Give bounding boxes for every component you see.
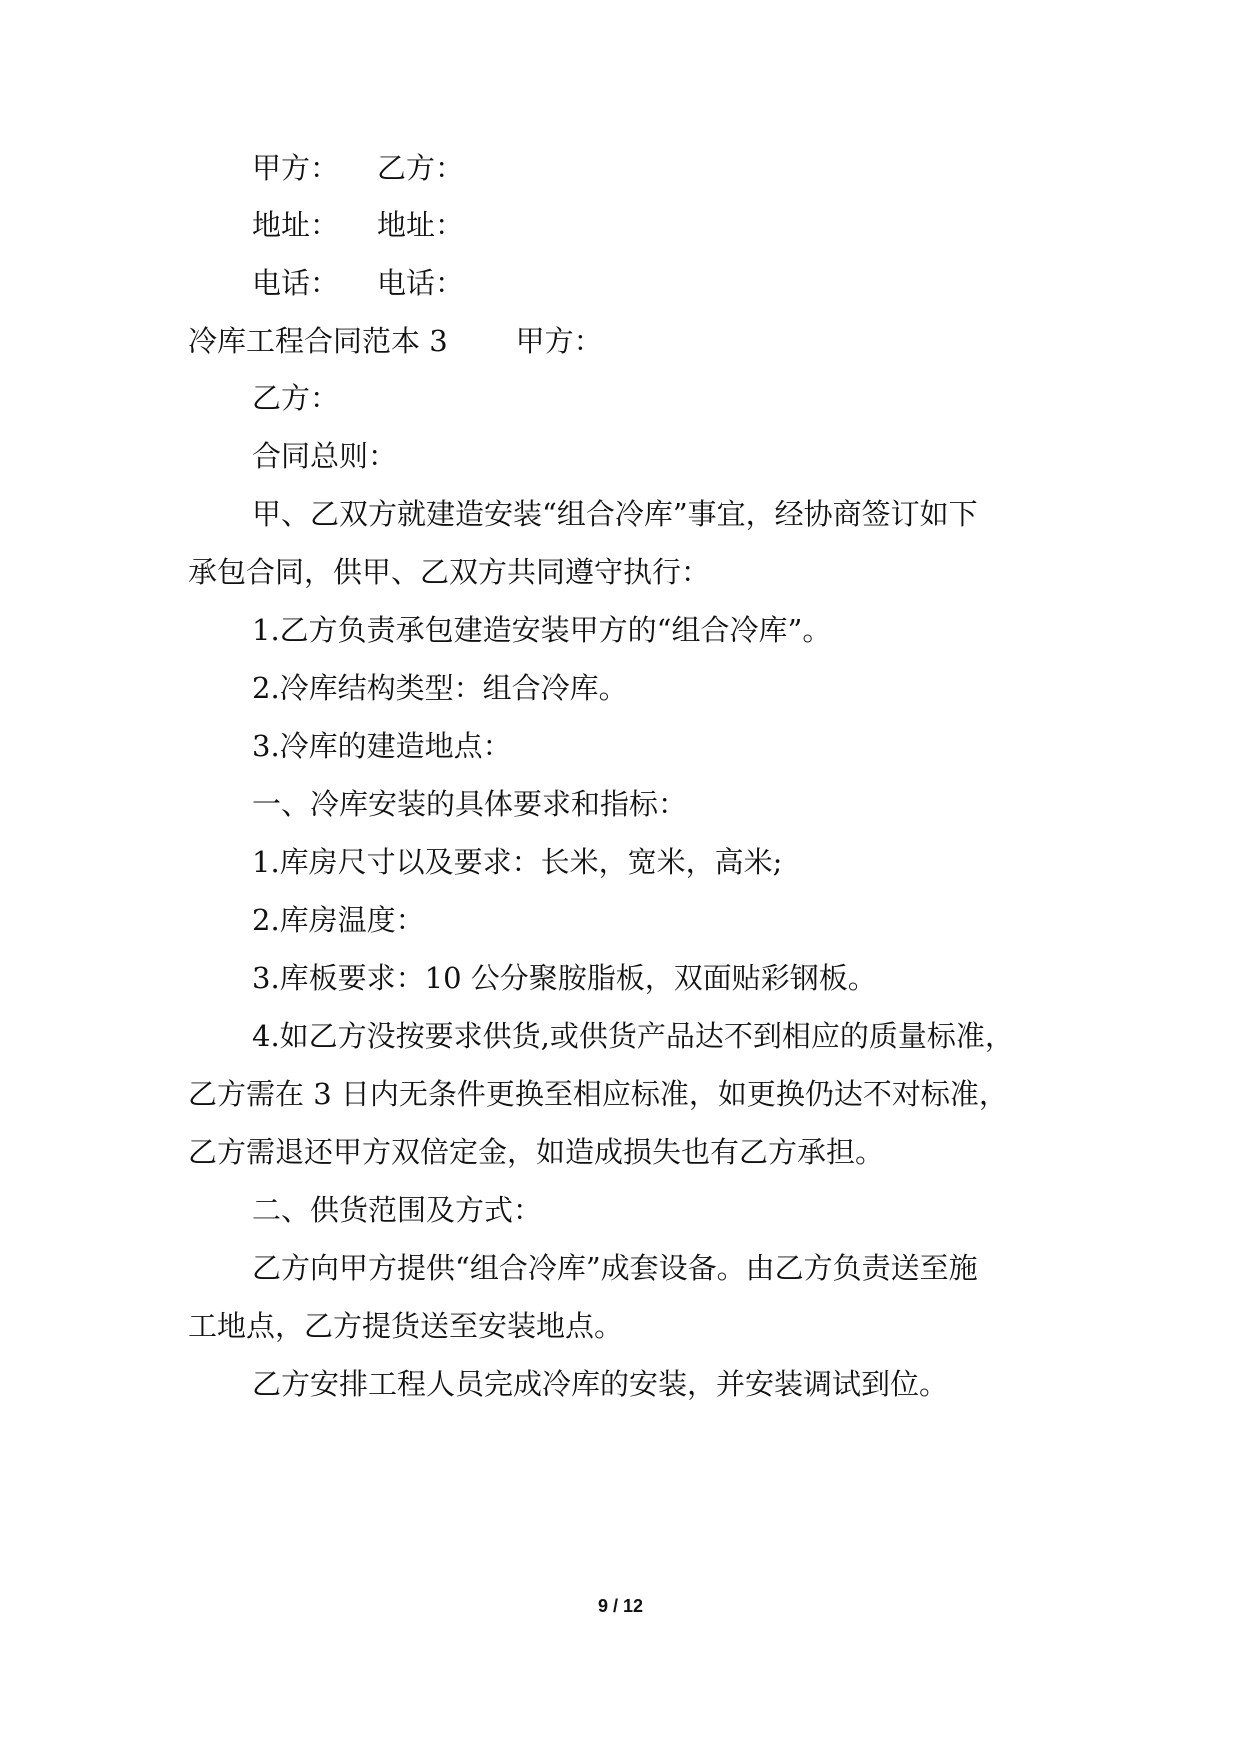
intro-paragraph-line-1: 甲、乙双方就建造安装“组合冷库”事宜，经协商签订如下 (252, 497, 978, 531)
parties-row (252, 148, 1142, 188)
requirement-2: 2.库房温度： (252, 903, 425, 937)
requirement-1: 1.库房尺寸以及要求：长米，宽米，高米; (252, 845, 783, 879)
heading-requirements: 一、冷库安装的具体要求和指标： (252, 787, 688, 821)
party-a-address-label: 地址： (252, 208, 340, 242)
party-b-address-label: 地址： (377, 208, 465, 242)
general-terms-heading: 合同总则： (252, 439, 398, 473)
supply-paragraph-line-2: 工地点，乙方提货送至安装地点。 (188, 1309, 624, 1343)
address-row (252, 205, 1142, 245)
supply-paragraph-line-1: 乙方向甲方提供“组合冷库”成套设备。由乙方负责送至施 (252, 1251, 978, 1285)
requirement-4-line-1: 4.如乙方没按要求供货,或供货产品达不到相应的质量标准， (252, 1019, 1014, 1053)
party-b-phone-label: 电话： (377, 266, 465, 300)
party-b-label: 乙方： (377, 151, 465, 185)
requirement-4-line-2: 乙方需在 3 日内无条件更换至相应标准，如更换仍达不对标准， (188, 1077, 1008, 1111)
install-paragraph: 乙方安排工程人员完成冷库的安装，并安装调试到位。 (252, 1367, 949, 1401)
section-title: 冷库工程合同范本 3 (188, 324, 448, 358)
clause-item-1: 1.乙方负责承包建造安装甲方的“组合冷库”。 (252, 613, 832, 647)
party-a-phone-label: 电话： (252, 266, 340, 300)
section-party-a-label: 甲方： (515, 324, 603, 358)
page-number: 9 / 12 (597, 1596, 644, 1616)
requirement-4-line-3: 乙方需退还甲方双倍定金，如造成损失也有乙方承担。 (188, 1135, 885, 1169)
party-a-label: 甲方： (252, 151, 340, 185)
section-title-row (188, 321, 1078, 361)
phone-row (252, 263, 1142, 303)
clause-item-2: 2.冷库结构类型：组合冷库。 (252, 671, 628, 705)
section-party-b-label: 乙方： (252, 381, 340, 415)
clause-item-3: 3.冷库的建造地点： (252, 729, 512, 763)
heading-supply: 二、供货范围及方式： (252, 1193, 543, 1227)
intro-paragraph-line-2: 承包合同，供甲、乙双方共同遵守执行： (188, 555, 711, 589)
requirement-3: 3.库板要求：10 公分聚胺脂板，双面贴彩钢板。 (252, 961, 877, 995)
